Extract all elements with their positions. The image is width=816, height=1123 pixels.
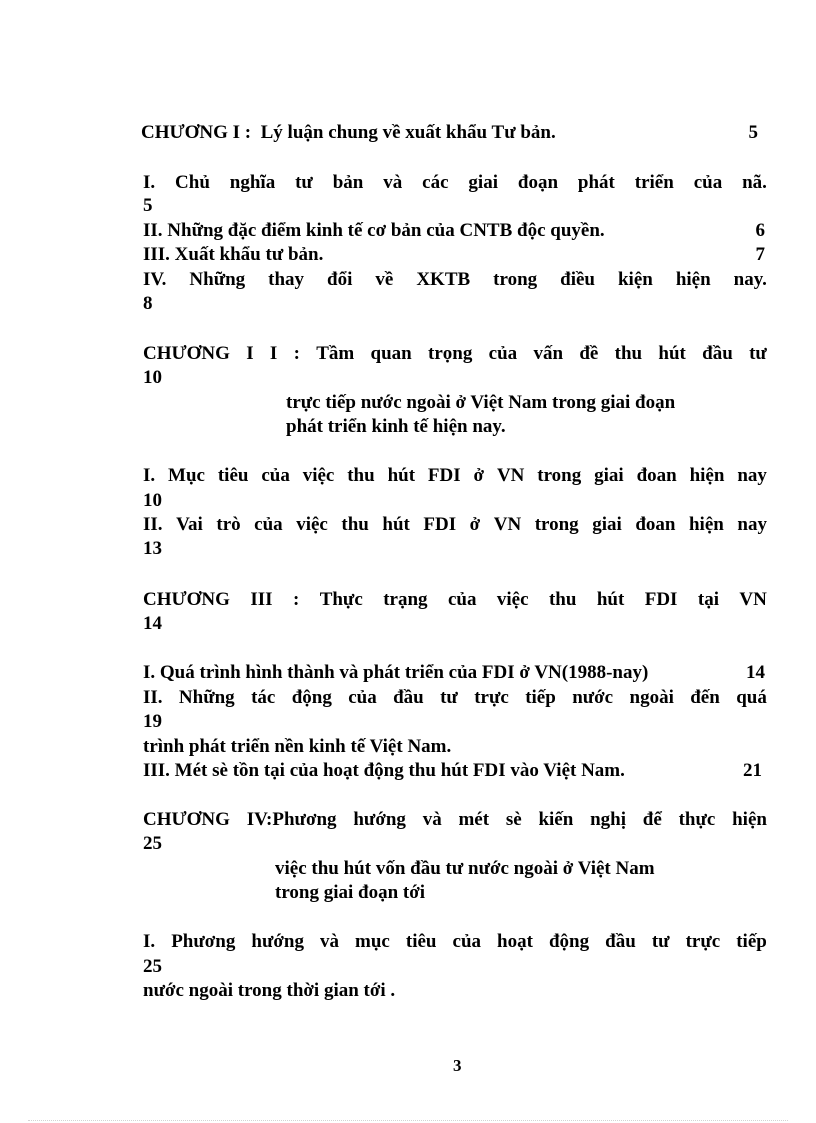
word: thay <box>268 269 305 290</box>
word: nay <box>737 514 767 535</box>
word: CHƯƠNG <box>143 809 230 830</box>
word: FDI <box>427 465 461 486</box>
toc-item-3-3[interactable]: III. Mét sè tồn tại của hoạt động thu hút FDI vào Việt Nam. <box>143 760 625 781</box>
word: hướng <box>251 931 304 952</box>
word: III <box>250 589 273 610</box>
word: trực <box>474 687 509 708</box>
word: tư <box>749 343 767 364</box>
word: giai <box>468 172 498 193</box>
chapter-4-title-cont-2: trong giai đoạn tới <box>275 882 426 903</box>
word: II. <box>143 514 163 535</box>
word: đổi <box>327 269 353 290</box>
word: và <box>319 931 339 952</box>
word: của <box>348 687 377 708</box>
toc-item-1-1-page: 5 <box>143 195 153 216</box>
word: giai <box>594 465 624 486</box>
word: tư <box>651 931 670 952</box>
toc-item-4-1-cont: nước ngoài trong thời gian tới . <box>143 980 396 1001</box>
word: Chủ <box>175 172 210 193</box>
word: IV:Phương <box>246 809 337 830</box>
word: nay <box>737 465 767 486</box>
word: đoạn <box>517 172 559 193</box>
word: nước <box>572 687 614 708</box>
chapter-3-title <box>143 588 767 612</box>
word: thu <box>614 343 643 364</box>
word: thu <box>347 465 375 486</box>
chapter-3-page: 14 <box>143 613 162 634</box>
word: mục <box>355 931 390 952</box>
word: tiêu <box>217 465 249 486</box>
chapter-2-title-cont-2: phát triển kinh tế hiện nay. <box>286 416 506 437</box>
toc-item-2-2[interactable] <box>143 513 767 537</box>
word: về <box>375 269 394 290</box>
word: CHƯƠNG <box>143 343 230 364</box>
word: của <box>693 172 723 193</box>
word: để <box>642 809 662 830</box>
word: I <box>246 343 254 364</box>
word: của <box>261 465 290 486</box>
word: : <box>293 343 300 364</box>
toc-item-3-3-page: 21 <box>743 760 762 781</box>
chapter-1-title: CHƯƠNG I : Lý luận chung về xuất khẩu Tư bản. <box>141 122 556 143</box>
word: trong <box>493 269 538 290</box>
toc-item-4-1-page: 25 <box>143 956 162 977</box>
word: quá <box>736 687 767 708</box>
word: đề <box>579 343 599 364</box>
toc-item-2-2-page: 13 <box>143 538 162 559</box>
word: thực <box>678 809 716 830</box>
word: của <box>254 514 283 535</box>
toc-item-1-3[interactable]: III. Xuất khẩu tư bản. <box>143 244 324 265</box>
word: hút <box>658 343 686 364</box>
word: nay. <box>733 269 767 290</box>
word: VN <box>496 465 525 486</box>
word: Phương <box>171 931 236 952</box>
word: II. <box>143 687 163 708</box>
word: nghĩa <box>229 172 276 193</box>
word: tiếp <box>736 931 767 952</box>
word: ở <box>469 514 481 535</box>
toc-item-3-1-page: 14 <box>746 662 765 683</box>
word: đầu <box>605 931 636 952</box>
word: Thực <box>319 589 363 610</box>
word: trực <box>685 931 721 952</box>
word: giai <box>592 514 622 535</box>
word: động <box>548 931 590 952</box>
word: hoạt <box>497 931 533 952</box>
toc-item-3-2-page: 19 <box>143 711 162 732</box>
word: hút <box>387 465 416 486</box>
word: của <box>447 589 477 610</box>
word: thu <box>341 514 369 535</box>
word: trong <box>537 465 582 486</box>
toc-item-1-1[interactable] <box>143 171 767 195</box>
word: quan <box>370 343 412 364</box>
word: kiến <box>538 809 574 830</box>
chapter-2-title-cont-1: trực tiếp nước ngoài ở Việt Nam trong giai đoạn <box>286 392 676 413</box>
toc-item-1-2[interactable]: II. Những đặc điểm kinh tế cơ bản của CNTB độc quyền. <box>143 220 605 241</box>
word: các <box>422 172 449 193</box>
word: Tầm <box>316 343 355 364</box>
word: I <box>269 343 278 364</box>
word: hướng <box>353 809 406 830</box>
toc-item-1-4-page: 8 <box>143 293 153 314</box>
word: việc <box>496 589 529 610</box>
word: hút <box>596 589 625 610</box>
toc-item-4-1[interactable] <box>143 930 767 954</box>
word: VN <box>493 514 522 535</box>
page-bottom-divider <box>28 1120 788 1121</box>
word: và <box>422 809 442 830</box>
chapter-4-title <box>143 808 767 832</box>
toc-item-3-1[interactable]: I. Quá trình hình thành và phát triển của FDI ở VN(1988-nay) <box>143 662 649 683</box>
word: tiếp <box>525 687 556 708</box>
word: sè <box>505 809 522 830</box>
word: tại <box>697 589 719 610</box>
word: tác <box>251 687 276 708</box>
word: tư <box>295 172 313 193</box>
word: Mục <box>168 465 205 486</box>
chapter-4-page: 25 <box>143 833 162 854</box>
word: việc <box>302 465 335 486</box>
word: hiện <box>675 269 711 290</box>
toc-item-2-1-page: 10 <box>143 490 162 511</box>
word: việc <box>296 514 328 535</box>
toc-item-3-2-cont: trình phát triển nền kinh tế Việt Nam. <box>143 736 452 757</box>
word: trong <box>534 514 579 535</box>
word: hiện <box>732 809 767 830</box>
word: đầu <box>393 687 424 708</box>
word: I. <box>143 931 156 952</box>
word: Vai <box>176 514 203 535</box>
toc-item-3-2[interactable] <box>143 686 767 710</box>
toc-item-1-2-page: 6 <box>755 220 765 241</box>
toc-item-1-4[interactable] <box>143 268 767 292</box>
word: vấn <box>533 343 564 364</box>
word: hiện <box>688 514 724 535</box>
word: FDI <box>423 514 457 535</box>
word: tư <box>440 687 458 708</box>
chapter-2-title <box>143 342 767 366</box>
word: : <box>292 589 300 610</box>
word: trạng <box>383 589 428 610</box>
word: Những <box>189 269 246 290</box>
word: VN <box>739 589 767 610</box>
word: trọng <box>428 343 473 364</box>
word: và <box>383 172 403 193</box>
word: phát <box>577 172 615 193</box>
word: Những <box>178 687 235 708</box>
toc-item-1-3-page: 7 <box>755 244 765 265</box>
word: đoan <box>635 514 676 535</box>
word: IV. <box>143 269 167 290</box>
word: động <box>291 687 332 708</box>
word: bản <box>332 172 364 193</box>
word: trò <box>216 514 241 535</box>
page-number: 3 <box>453 1056 462 1075</box>
word: tiêu <box>405 931 437 952</box>
word: của <box>488 343 518 364</box>
word: I. <box>143 465 156 486</box>
word: nã. <box>742 172 767 193</box>
chapter-4-title-cont-1: việc thu hút vốn đầu tư nước ngoài ở Việt Nam <box>275 858 655 879</box>
word: đến <box>690 687 720 708</box>
word: ở <box>473 465 485 486</box>
word: ngoài <box>629 687 674 708</box>
word: nghị <box>590 809 627 830</box>
word: thu <box>548 589 577 610</box>
word: đoan <box>636 465 677 486</box>
word: kiện <box>617 269 653 290</box>
word: hiện <box>689 465 725 486</box>
word: mét <box>458 809 490 830</box>
toc-item-2-1[interactable] <box>143 464 767 488</box>
word: FDI <box>644 589 678 610</box>
word: triển <box>634 172 674 193</box>
word: I. <box>143 172 156 193</box>
word: CHƯƠNG <box>143 589 230 610</box>
word: hút <box>382 514 410 535</box>
word: điều <box>560 269 595 290</box>
chapter-1-page: 5 <box>748 122 758 143</box>
chapter-2-page: 10 <box>143 367 162 388</box>
word: của <box>452 931 482 952</box>
word: đầu <box>702 343 733 364</box>
word: XKTB <box>416 269 471 290</box>
